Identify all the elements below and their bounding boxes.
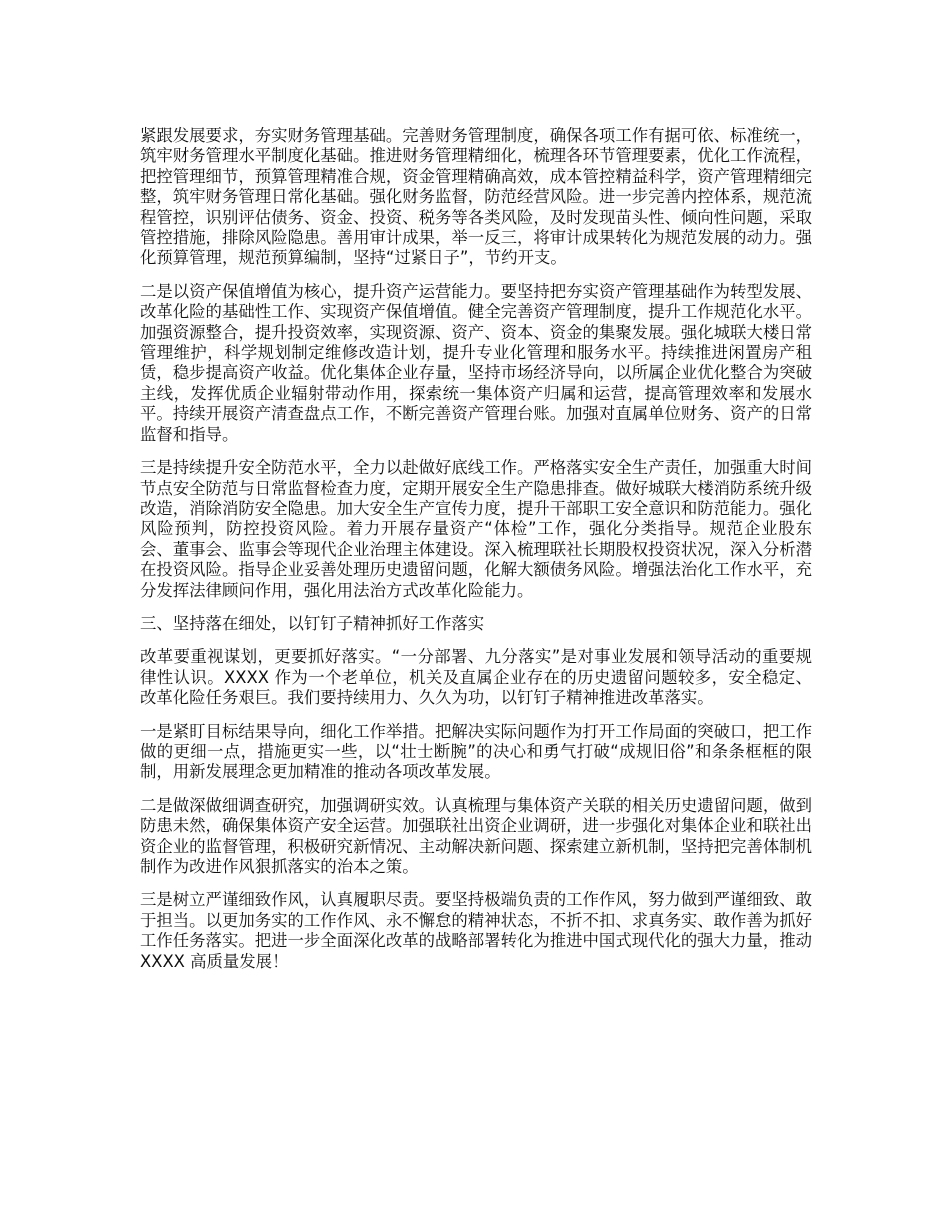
section-heading: 三、坚持落在细处，以钉钉子精神抓好工作落实 xyxy=(140,613,485,633)
paragraph-goal-orientation: 一是紧盯目标结果导向，细化工作举措。把解决实际问题作为打开工作局面的突破口，把工作做的更细一点，措施更实一些，以“壮士断腕”的决心和勇气打破“成规旧俗”和条条框框的限制，用新发展理念更加精准的推动各项改革发展。 xyxy=(140,721,813,782)
paragraph-asset-operation: 二是以资产保值增值为核心，提升资产运营能力。要坚持把夯实资产管理基础作为转型发展、改革化险的基础性工作、实现资产保值增值。健全完善资产管理制度，提升工作规范化水平。加强资源整合，提升投资效率，实现资源、资产、资本、资金的集聚发展。强化城联大楼日常管理维护，科学规划制定维修改造计划，提升专业化管理和服务水平。持续推进闲置房产租赁，稳步提高资产收益。优化集体企业存量，坚持市场经济导向，以所属企业优化整合为突破主线，发挥优质企业辐射带动作用，探索统一集体资产归属和运营，提高管理效率和发展水平。持续开展资产清查盘点工作，不断完善资产管理台账。加强对直属单位财务、资产的日常监督和指导。 xyxy=(140,281,813,444)
paragraph-safety-prevention: 三是持续提升安全防范水平，全力以赴做好底线工作。严格落实安全生产责任，加强重大时间节点安全防范与日常监督检查力度，定期开展安全生产隐患排查。做好城联大楼消防系统升级改造，消除消防安全隐患。加大安全生产宣传力度，提升干部职工安全意识和防范能力。强化风险预判，防控投资风险。着力开展存量资产“体检”工作，强化分类指导。规范企业股东会、董事会、监事会等现代企业治理主体建设。深入梳理联社长期股权投资状况，深入分析潜在投资风险。指导企业妥善处理历史遗留问题，化解大额债务风险。增强法治化工作水平，充分发挥法律顾问作用，强化用法治方式改革化险能力。 xyxy=(140,458,813,600)
paragraph-research: 二是做深做细调查研究，加强调研实效。认真梳理与集体资产关联的相关历史遗留问题，做到防患未然，确保集体资产安全运营。加强联社出资企业调研，进一步强化对集体企业和联社出资企业的监督管理，积极研究新情况、主动解决新问题、探索建立新机制，坚持把完善体制机制作为改进作风狠抓落实的治本之策。 xyxy=(140,795,813,876)
paragraph-work-style: 三是树立严谨细致作风，认真履职尽责。要坚持极端负责的工作作风，努力做到严谨细致、敢于担当。以更加务实的工作作风、永不懈怠的精神状态，不折不扣、求真务实、敢作善为抓好工作任务落实。把进一步全面深化改革的战略部署转化为推进中国式现代化的强大力量，推动 XXXX 高质量发展！ xyxy=(140,890,813,971)
paragraph-finance-management: 紧跟发展要求，夯实财务管理基础。完善财务管理制度，确保各项工作有据可依、标准统一，筑牢财务管理水平制度化基础。推进财务管理精细化，梳理各环节管理要素，优化工作流程，把控管理细节，预算管理精准合规，资金管理精确高效，成本管控精益科学，资产管理精细完整，筑牢财务管理日常化基础。强化财务监督，防范经营风险。进一步完善内控体系，规范流程管控，识别评估债务、资金、投资、税务等各类风险，及时发现苗头性、倾向性问题，采取管控措施，排除风险隐患。善用审计成果，举一反三，将审计成果转化为规范发展的动力。强化预算管理，规范预算编制，坚持“过紧日子”，节约开支。 xyxy=(140,126,813,268)
paragraph-reform-implementation: 改革要重视谋划，更要抓好落实。“一分部署、九分落实”是对事业发展和领导活动的重要规律性认识。XXXX 作为一个老单位，机关及直属企业存在的历史遗留问题较多，安全稳定、改革化险任务艰巨。我们要持续用力、久久为功，以钉钉子精神推进改革落实。 xyxy=(140,647,812,708)
document-body xyxy=(140,126,812,985)
